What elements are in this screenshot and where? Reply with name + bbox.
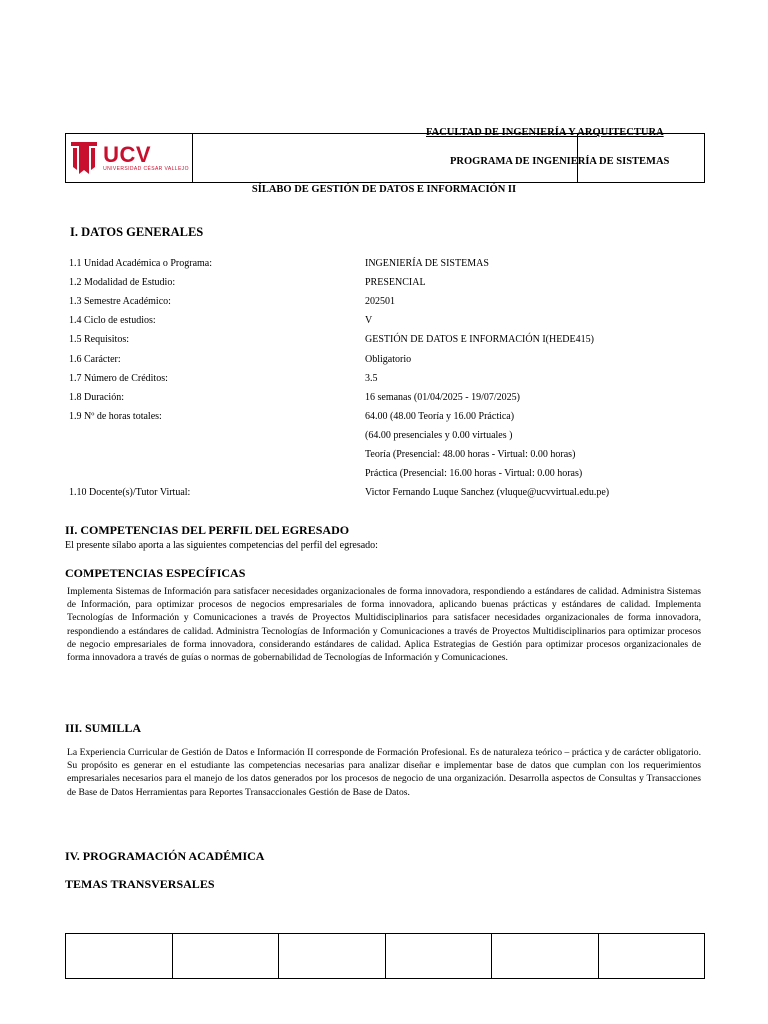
general-data-label: 1.10 Docente(s)/Tutor Virtual: xyxy=(69,487,191,498)
general-data-value: Teoría (Presencial: 48.00 horas - Virtual: 0.00 horas) xyxy=(365,449,576,460)
section-2-heading: II. COMPETENCIAS DEL PERFIL DEL EGRESADO xyxy=(65,523,350,537)
table-cell xyxy=(66,934,173,978)
general-data-value: (64.00 presenciales y 0.00 virtuales ) xyxy=(365,430,513,441)
general-data-value: Obligatorio xyxy=(365,354,412,365)
table-cell xyxy=(492,934,599,978)
table-cell xyxy=(173,934,280,978)
table-cell xyxy=(386,934,493,978)
section-2-intro: El presente sílabo aporta a las siguientes competencias del perfil del egresado: xyxy=(65,540,378,551)
general-data-label: 1.9 Nº de horas totales: xyxy=(69,411,162,422)
section-4-heading: IV. PROGRAMACIÓN ACADÉMICA xyxy=(65,849,265,863)
general-data-value: INGENIERÍA DE SISTEMAS xyxy=(365,258,489,269)
section-3-heading: III. SUMILLA xyxy=(65,721,142,735)
general-data-value: V xyxy=(365,315,373,326)
temas-transversales-heading: TEMAS TRANSVERSALES xyxy=(65,877,215,891)
general-data-value: 202501 xyxy=(365,296,395,307)
table-cell xyxy=(599,934,705,978)
logo-cell xyxy=(66,134,193,182)
general-data-value: Victor Fernando Luque Sanchez (vluque@ucvvirtual.edu.pe) xyxy=(365,487,610,498)
logo-text: UCV xyxy=(103,142,152,167)
general-data-value: 64.00 (48.00 Teoría y 16.00 Práctica) xyxy=(365,411,515,422)
general-data-label: 1.4 Ciclo de estudios: xyxy=(69,315,156,326)
general-data-label: 1.7 Número de Créditos: xyxy=(69,373,168,384)
general-data-value: GESTIÓN DE DATOS E INFORMACIÓN I(HEDE415) xyxy=(365,334,594,345)
general-data-value: PRESENCIAL xyxy=(365,277,426,288)
section-1-heading: I. DATOS GENERALES xyxy=(70,225,204,239)
general-data-label: 1.3 Semestre Académico: xyxy=(69,296,171,307)
logo-subtext: UNIVERSIDAD CÉSAR VALLEJO xyxy=(103,166,189,172)
general-data-label: 1.2 Modalidad de Estudio: xyxy=(69,277,176,288)
general-data-value: 16 semanas (01/04/2025 - 19/07/2025) xyxy=(365,392,520,403)
faculty-title: FACULTAD DE INGENIERÍA Y ARQUITECTURA xyxy=(426,127,664,138)
general-data-value: Práctica (Presencial: 16.00 horas - Virtual: 0.00 horas) xyxy=(365,468,583,479)
general-data-label: 1.1 Unidad Académica o Programa: xyxy=(69,258,213,269)
general-data-value: 3.5 xyxy=(365,373,378,384)
competencias-text: Implementa Sistemas de Información para satisfacer necesidades organizacionales de forma innovadora, respondiendo a estándares de calidad. Administra Sistemas de Información, para optimizar procesos de negocios empresariales de forma innovadora, aplicando buenas prácticas y estándares de calidad. Implementa Tecnologías de Información y Comunicaciones a través de Proyectos Multidisciplinarios para satisfacer necesidades organizacionales de forma innovadora, respondiendo a estándares de calidad. Administra Tecnologías de Información y Comunicaciones a través de Proyectos Multidisciplinarios para optimizar procesos de negocio empresariales de forma innovadora, considerando estándares de calidad. Aplica Estrategias de Gestión para optimizar procesos organizacionales de forma innovadora a través de guías o normas de gobernabilidad de Tecnologías de Información y Comunicaciones. xyxy=(67,586,701,664)
ucv-logo xyxy=(69,140,189,176)
sumilla-text: La Experiencia Curricular de Gestión de Datos e Información II corresponde de Formación Profesional. Es de naturaleza teórico – práctica y de carácter obligatorio. Su propósito es generar en el estudiante las competencias necesarias para analizar diseñar e implementar base de datos que cumplan con los requerimientos empresariales necesarios para el manejo de los datos generados por los procesos de negocio de una organización. Desarrolla aspectos de Consultas y Transacciones de Base de Datos Herramientas para Reportes Transaccionales Gestión de Base de Datos. xyxy=(67,747,701,798)
competencias-heading: COMPETENCIAS ESPECÍFICAS xyxy=(65,566,246,580)
syllabus-title: SÍLABO DE GESTIÓN DE DATOS E INFORMACIÓN II xyxy=(251,184,517,195)
general-data-label: 1.5 Requisitos: xyxy=(69,334,130,345)
general-data-label: 1.6 Carácter: xyxy=(69,354,121,365)
transversal-topics-table xyxy=(65,933,705,979)
ucv-shield-icon xyxy=(69,140,99,176)
general-data-label: 1.8 Duración: xyxy=(69,392,124,403)
table-cell xyxy=(279,934,386,978)
program-title: PROGRAMA DE INGENIERÍA DE SISTEMAS xyxy=(450,156,670,167)
